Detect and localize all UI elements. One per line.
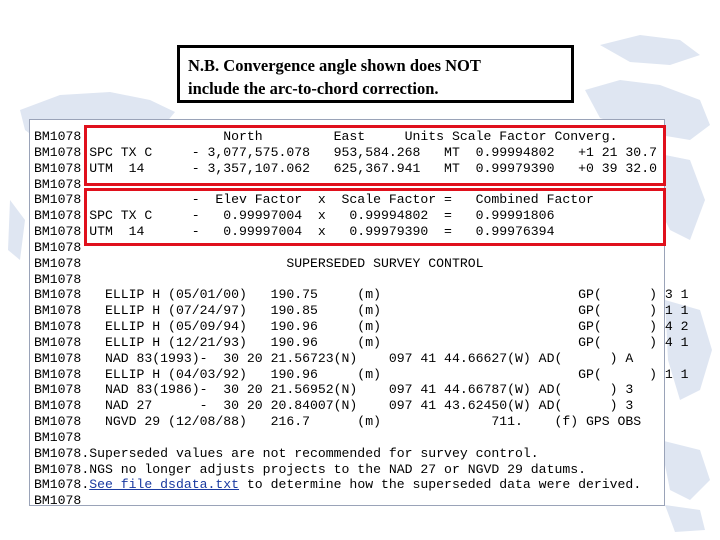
listing-line: BM1078.Superseded values are not recommended for survey control.	[34, 446, 539, 461]
listing-line: BM1078 NAD 83(1993)- 30 20 21.56723(N) 097 41 44.66627(W) AD( ) A	[34, 351, 634, 366]
listing-line: BM1078 - Elev Factor x Scale Factor = Combined Factor	[34, 192, 594, 207]
note-line-1: N.B. Convergence angle shown does NOT	[188, 56, 481, 75]
listing-line: BM1078 ELLIP H (07/24/97) 190.85 (m) GP( ) 1 1	[34, 303, 689, 318]
listing-line: BM1078 SPC TX C - 0.99997004 x 0.99994802 = 0.99991806	[34, 208, 555, 223]
listing-line: BM1078 NAD 83(1986)- 30 20 21.56952(N) 097 41 44.66787(W) AD( ) 3	[34, 382, 634, 397]
listing-line: BM1078	[34, 177, 82, 192]
coordinates-highlight-box	[84, 125, 666, 186]
combined-factor-highlight-box	[84, 188, 666, 246]
dsdata-link[interactable]: See file dsdata.txt	[89, 477, 240, 492]
listing-line: BM1078 UTM 14 - 3,357,107.062 625,367.941 MT 0.99979390 +0 39 32.0	[34, 161, 657, 176]
note-line-2: include the arc-to-chord correction.	[188, 79, 439, 98]
listing-line: BM1078 ELLIP H (05/01/00) 190.75 (m) GP( ) 3 1	[34, 287, 689, 302]
convergence-note-box	[177, 45, 574, 103]
listing-line: BM1078 ELLIP H (12/21/93) 190.96 (m) GP( ) 4 1	[34, 335, 689, 350]
listing-line: BM1078 ELLIP H (04/03/92) 190.96 (m) GP( ) 1 1	[34, 367, 689, 382]
listing-line-with-link	[34, 477, 641, 493]
listing-line: BM1078 North East Units Scale Factor Converg.	[34, 129, 618, 144]
listing-line: BM1078 SPC TX C - 3,077,575.078 953,584.268 MT 0.99994802 +1 21 30.7	[34, 145, 657, 160]
listing-line: BM1078	[34, 493, 82, 508]
line-prefix: BM1078.	[34, 477, 90, 492]
listing-line: BM1078 NGVD 29 (12/08/88) 216.7 (m) 711. (f) GPS OBS	[34, 414, 642, 429]
listing-line: BM1078 UTM 14 - 0.99997004 x 0.99979390 = 0.99976394	[34, 224, 555, 239]
listing-line: BM1078.NGS no longer adjusts projects to the NAD 27 or NGVD 29 datums.	[34, 462, 586, 477]
section-heading: BM1078 SUPERSEDED SURVEY CONTROL	[34, 256, 484, 271]
line-suffix: to determine how the superseded data were derived.	[239, 477, 642, 492]
listing-line: BM1078	[34, 430, 82, 445]
listing-line: BM1078	[34, 272, 82, 287]
listing-line: BM1078 ELLIP H (05/09/94) 190.96 (m) GP( ) 4 2	[34, 319, 689, 334]
listing-line: BM1078	[34, 240, 82, 255]
listing-line: BM1078 NAD 27 - 30 20 20.84007(N) 097 41 43.62450(W) AD( ) 3	[34, 398, 634, 413]
